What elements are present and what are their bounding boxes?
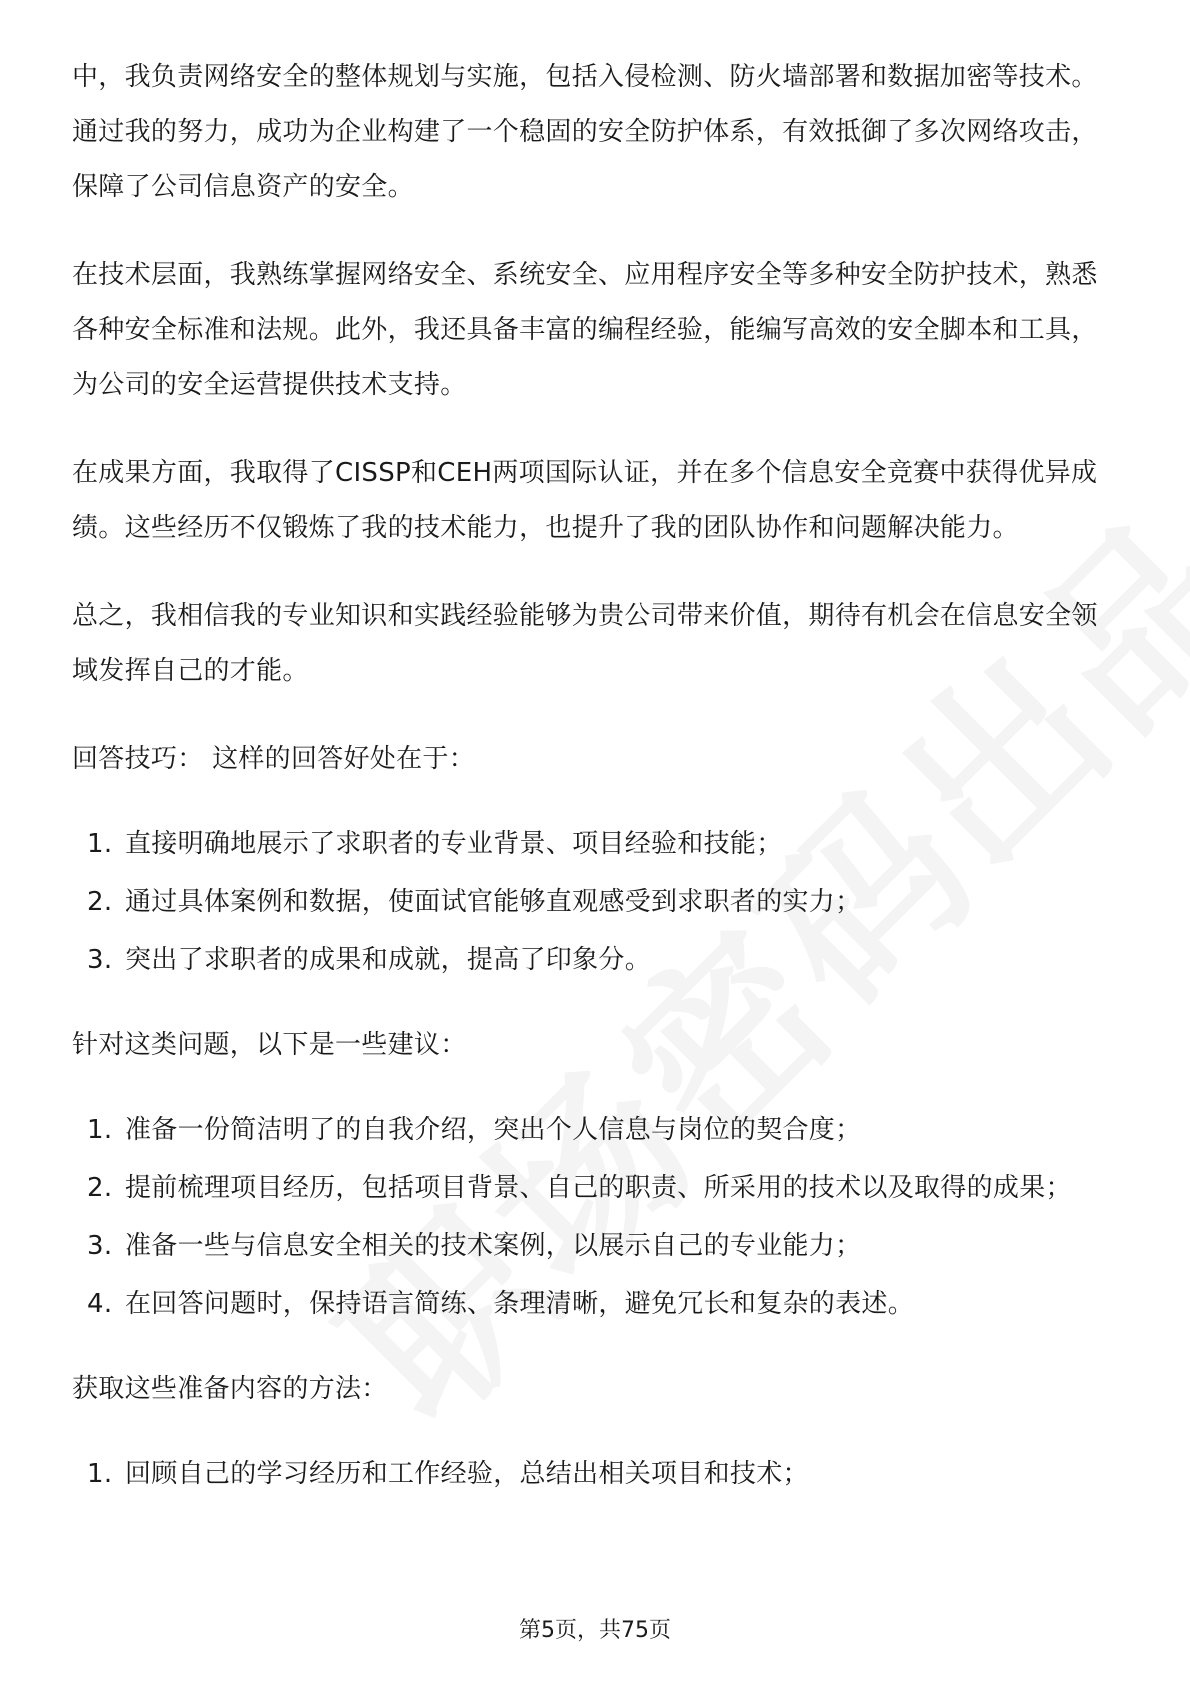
list-number: 4. bbox=[87, 1289, 113, 1319]
list-number: 3. bbox=[87, 1231, 113, 1261]
list-item bbox=[72, 1161, 1118, 1216]
list-item-text: 准备一份简洁明了的自我介绍，突出个人信息与岗位的契合度； bbox=[125, 1115, 862, 1145]
paragraph: 中，我负责网络安全的整体规划与实施，包括入侵检测、防火墙部署和数据加密等技术。通过我的努力，成功为企业构建了一个稳固的安全防护体系，有效抵御了多次网络攻击，保障了公司信息资产的安全。 bbox=[72, 62, 1098, 202]
list-item bbox=[72, 1277, 1118, 1332]
list-item-text: 通过具体案例和数据，使面试官能够直观感受到求职者的实力； bbox=[125, 887, 862, 917]
page-content bbox=[72, 50, 1118, 1532]
list-item-text: 在回答问题时，保持语言简练、条理清晰，避免冗长和复杂的表述。 bbox=[125, 1289, 915, 1319]
list-number: 1. bbox=[87, 829, 113, 859]
advice-label: 针对这类问题，以下是一些建议： bbox=[72, 1030, 467, 1060]
methods-label: 获取这些准备内容的方法： bbox=[72, 1374, 388, 1404]
paragraph: 在技术层面，我熟练掌握网络安全、系统安全、应用程序安全等多种安全防护技术，熟悉各种安全标准和法规。此外，我还具备丰富的编程经验，能编写高效的安全脚本和工具，为公司的安全运营提供技术支持。 bbox=[72, 260, 1098, 400]
list-item-text: 提前梳理项目经历，包括项目背景、自己的职责、所采用的技术以及取得的成果； bbox=[125, 1173, 1072, 1203]
list-item bbox=[72, 933, 1118, 988]
tips-label: 回答技巧： 这样的回答好处在于： bbox=[72, 744, 476, 774]
list-item-text: 直接明确地展示了求职者的专业背景、项目经验和技能； bbox=[125, 829, 783, 859]
list-item bbox=[72, 1219, 1118, 1274]
advice-list bbox=[72, 1103, 1118, 1332]
list-item bbox=[72, 817, 1118, 872]
list-item-text: 回顾自己的学习经历和工作经验，总结出相关项目和技术； bbox=[125, 1459, 809, 1489]
list-item bbox=[72, 1447, 1118, 1502]
methods-list bbox=[72, 1447, 1118, 1502]
list-item-text: 准备一些与信息安全相关的技术案例，以展示自己的专业能力； bbox=[125, 1231, 862, 1261]
list-number: 1. bbox=[87, 1115, 113, 1145]
list-item bbox=[72, 875, 1118, 930]
paragraph: 总之，我相信我的专业知识和实践经验能够为贵公司带来价值，期待有机会在信息安全领域发挥自己的才能。 bbox=[72, 601, 1098, 686]
list-item bbox=[72, 1103, 1118, 1158]
page-number-footer: 第5页，共75页 bbox=[519, 1618, 671, 1643]
list-number: 3. bbox=[87, 945, 113, 975]
list-number: 1. bbox=[87, 1459, 113, 1489]
list-item-text: 突出了求职者的成果和成就，提高了印象分。 bbox=[125, 945, 652, 975]
list-number: 2. bbox=[87, 1173, 113, 1203]
paragraph: 在成果方面，我取得了CISSP和CEH两项国际认证，并在多个信息安全竞赛中获得优异成绩。这些经历不仅锻炼了我的技术能力，也提升了我的团队协作和问题解决能力。 bbox=[72, 458, 1098, 543]
list-number: 2. bbox=[87, 887, 113, 917]
tips-list bbox=[72, 817, 1118, 988]
